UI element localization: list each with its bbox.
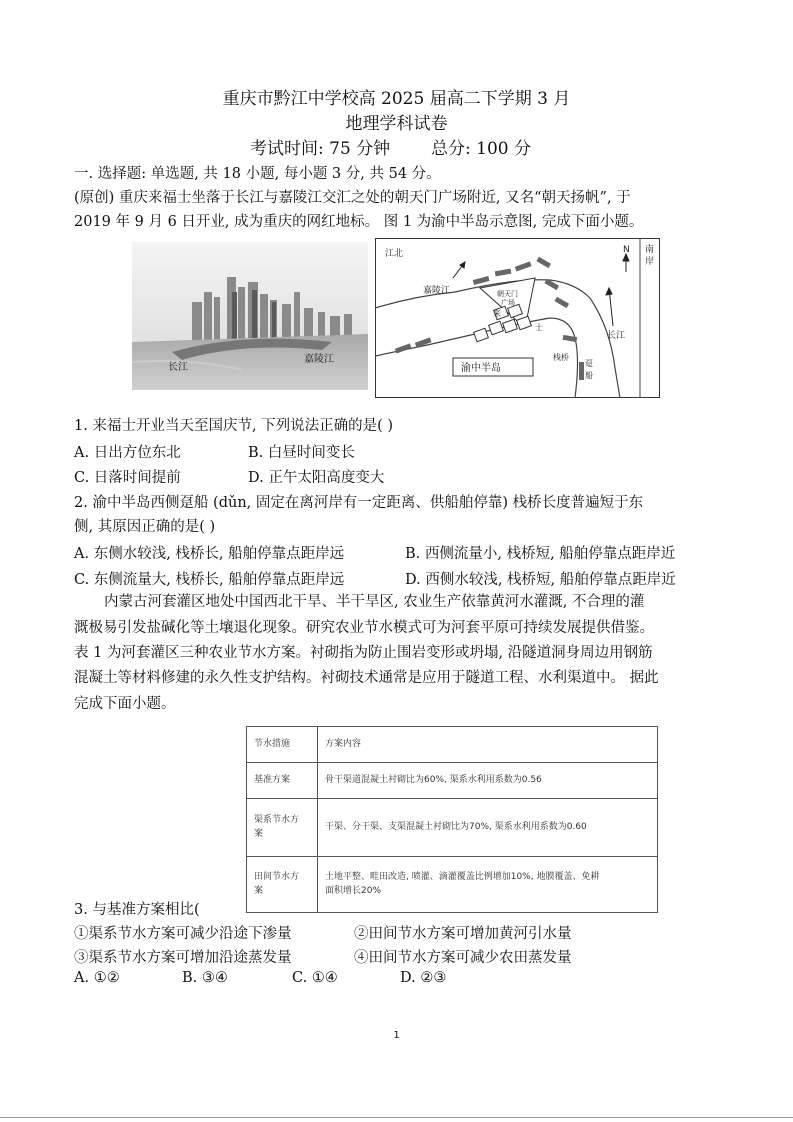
table-header-measure: 节水措施	[247, 727, 318, 763]
table-cell-name-line: 案	[254, 828, 264, 839]
map-label-shi: 士	[535, 323, 543, 332]
q3-option-c: C. ①④	[292, 970, 338, 986]
q2-option-a: A. 东侧水较浅, 栈桥长, 船舶停靠点距岸远	[74, 546, 345, 562]
map-label-yuzhong: 渝中半岛	[461, 363, 501, 374]
table-cell-content-line: 土地平整、畦田改造, 喷灌、滴灌覆盖比例增加10%, 地膜覆盖、免耕	[325, 871, 600, 882]
passage2-line-4: 混凝土等材料修建的永久性支护结构。衬砌技术通常是应用于隧道工程、水利渠道中。 据此	[74, 670, 659, 686]
q3-statement-4: ④田间节水方案可减少农田蒸发量	[354, 950, 572, 966]
map-label-lai: 来	[493, 309, 501, 318]
table-cell-name-line: 渠系节水方	[254, 814, 300, 825]
intro-line-1: (原创) 重庆来福士坐落于长江与嘉陵江交汇之处的朝天门广场附近, 又名“朝天扬帆”, 于	[74, 190, 631, 206]
exam-time	[250, 134, 531, 159]
section-heading: 一. 选择题: 单选题, 共 18 小题, 每小题 3 分, 共 54 分。	[74, 166, 441, 182]
total-score-label: 总分:	[431, 139, 471, 159]
table-cell-content: 骨干渠道混凝土衬砌比为60%, 渠系水利用系数为0.56	[318, 763, 658, 799]
map-label-changjiang: 长江	[607, 331, 626, 341]
table-cell-content-line: 面积增长20%	[325, 885, 382, 896]
q2-option-b: B. 西侧流量小, 栈桥短, 船舶停靠点距岸近	[405, 546, 676, 562]
q1-option-d: D. 正午太阳高度变大	[248, 470, 385, 486]
q3-statement-2: ②田间节水方案可增加黄河引水量	[354, 926, 572, 942]
table-header-row	[247, 727, 658, 763]
exam-subject: 地理学科试卷	[345, 114, 448, 134]
q2-option-d: D. 西侧水较浅, 栈桥短, 船舶停靠点距岸近	[405, 572, 676, 588]
table-cell-name	[247, 799, 318, 857]
table-row	[247, 857, 658, 913]
page-number: 1	[393, 1030, 400, 1041]
exam-time-value: 75 分钟	[329, 139, 391, 159]
map-label-jiangbei: 江北	[385, 249, 404, 259]
page-bottom-rule	[0, 1117, 793, 1118]
q3-stem: 3. 与基准方案相比(	[74, 902, 200, 918]
q3-statement-1: ①渠系节水方案可减少沿途下渗量	[74, 926, 292, 942]
water-saving-table	[246, 726, 658, 913]
intro-line-2: 2019 年 9 月 6 日开业, 成为重庆的网红地标。 图 1 为渝中半岛示意图, 完成下面小题。	[74, 214, 644, 230]
total-score-value: 100 分	[476, 139, 531, 159]
map-label-chuan: 船	[585, 371, 593, 380]
table-cell-name: 基准方案	[247, 763, 318, 799]
map-label-dun: 趸	[585, 359, 593, 368]
photo-label-jialingjiang: 嘉陵江	[304, 354, 334, 365]
q3-statement-3: ③渠系节水方案可增加沿途蒸发量	[74, 950, 292, 966]
table-header-content: 方案内容	[318, 727, 658, 763]
q2-stem-line-1: 2. 渝中半岛西侧趸船 (dǔn, 固定在离河岸有一定距离、供船舶停靠) 栈桥长度普遍短于东	[74, 495, 644, 511]
map-label-plaza: 广场	[501, 299, 515, 307]
map-north-label: N	[623, 245, 630, 255]
table-cell-content: 干渠、分干渠、支渠混凝土衬砌比为70%, 渠系水利用系数为0.60	[318, 799, 658, 857]
map-label-an: 岸	[645, 257, 655, 267]
q1-option-c: C. 日落时间提前	[74, 470, 181, 486]
exam-time-label: 考试时间:	[250, 139, 324, 159]
q3-option-b: B. ③④	[182, 970, 228, 986]
table-cell-name	[247, 857, 318, 913]
q3-option-a: A. ①②	[74, 970, 120, 986]
passage2-line-5: 完成下面小题。	[74, 696, 176, 712]
table-cell-content	[318, 857, 658, 913]
table-row	[247, 763, 658, 799]
chongqing-photo	[132, 242, 368, 390]
q2-stem-line-2: 侧, 其原因正确的是( )	[74, 519, 216, 535]
map-label-jialingjiang: 嘉陵江	[423, 286, 451, 296]
table-row	[247, 799, 658, 857]
map-label-chaotianmen: 朝天门	[497, 290, 518, 298]
table-cell-name-line: 田间节水方	[254, 871, 300, 882]
q1-stem: 1. 来福士开业当天至国庆节, 下列说法正确的是( )	[74, 418, 394, 434]
photo-label-changjiang: 长江	[168, 362, 188, 373]
q1-option-a: A. 日出方位东北	[74, 445, 181, 461]
map-label-nan: 南	[645, 245, 655, 255]
q2-option-c: C. 东侧流量大, 栈桥长, 船舶停靠点距岸远	[74, 572, 345, 588]
passage2-line-1: 内蒙古河套灌区地处中国西北干旱、半干旱区, 农业生产依靠黄河水灌溉, 不合理的灌	[104, 594, 645, 610]
table-cell-name-line: 案	[254, 885, 264, 896]
passage2-line-2: 溉极易引发盐碱化等土壤退化现象。研究农业节水模式可为河套平原可持续发展提供借鉴。	[74, 620, 654, 636]
map-label-zhanqiao: 栈桥	[553, 353, 569, 362]
yuzhong-peninsula-map	[375, 238, 660, 398]
q3-option-d: D. ②③	[400, 970, 447, 986]
passage2-line-3: 表 1 为河套灌区三种农业节水方案。衬砌指为防止围岩变形或坍塌, 沿隧道洞身周边用钢筋	[74, 645, 653, 661]
exam-title: 重庆市黔江中学校高 2025 届高二下学期 3 月	[222, 89, 571, 109]
q1-option-b: B. 白昼时间变长	[248, 445, 355, 461]
